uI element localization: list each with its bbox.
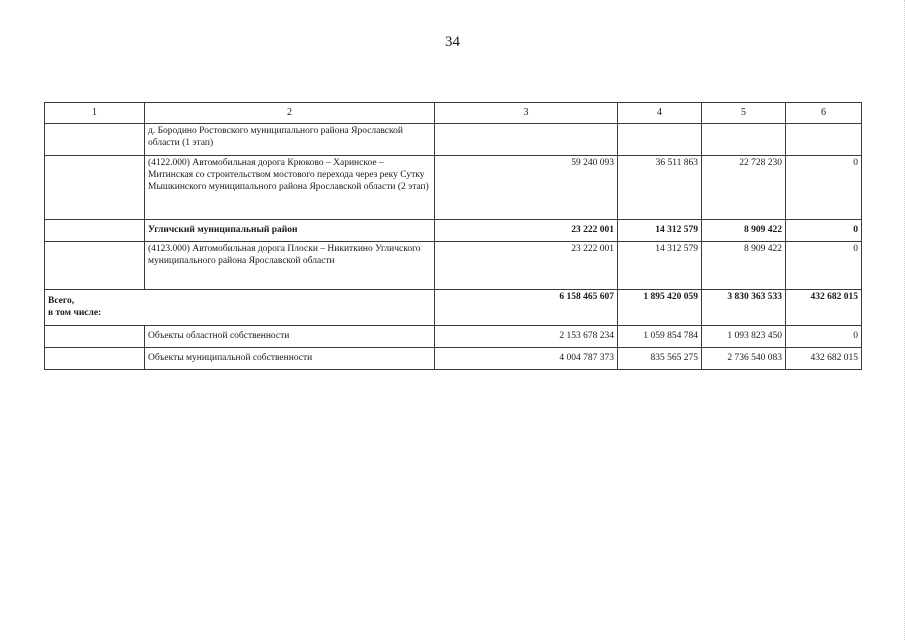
total-value-col6: 432 682 015: [786, 290, 862, 326]
row-value-col4: 1 059 854 784: [618, 326, 702, 348]
row-value-col4: [618, 124, 702, 156]
header-cell-4: 4: [618, 103, 702, 124]
header-cell-3: 3: [435, 103, 618, 124]
row-col1: [45, 242, 145, 290]
header-cell-5: 5: [702, 103, 786, 124]
row-col1: [45, 124, 145, 156]
row-value-col6: 432 682 015: [786, 348, 862, 370]
budget-table: [44, 102, 862, 370]
row-col1: [45, 326, 145, 348]
row-description: Объекты областной собственности: [145, 326, 435, 348]
table-row-total: [45, 290, 862, 326]
table-row: [45, 156, 862, 220]
table-row: [45, 348, 862, 370]
scan-edge-divider: [900, 0, 905, 640]
table-row: [45, 326, 862, 348]
row-value-col4: 36 511 863: [618, 156, 702, 220]
row-value-col3: [435, 124, 618, 156]
total-label-cell: [45, 290, 435, 326]
total-value-col3: 6 158 465 607: [435, 290, 618, 326]
total-label: Всего,: [48, 295, 75, 306]
row-value-col6: 0: [786, 242, 862, 290]
table-header-row: [45, 103, 862, 124]
row-col1: [45, 220, 145, 242]
row-value-col3: 59 240 093: [435, 156, 618, 220]
row-col1: [45, 348, 145, 370]
row-value-col5: 8 909 422: [702, 220, 786, 242]
row-value-col5: [702, 124, 786, 156]
header-cell-2: 2: [145, 103, 435, 124]
total-value-col5: 3 830 363 533: [702, 290, 786, 326]
row-description: Объекты муниципальной собственности: [145, 348, 435, 370]
row-value-col4: 835 565 275: [618, 348, 702, 370]
row-value-col5: 2 736 540 083: [702, 348, 786, 370]
row-value-col6: 0: [786, 220, 862, 242]
row-value-col4: 14 312 579: [618, 220, 702, 242]
row-value-col6: 0: [786, 156, 862, 220]
total-sublabel: в том числе:: [48, 307, 102, 318]
table-row: [45, 242, 862, 290]
header-cell-6: 6: [786, 103, 862, 124]
district-title: Угличский муниципальный район: [145, 220, 435, 242]
row-description: (4123.000) Автомобильная дорога Плоски – Никиткино Угличского муниципального района Ярославской области: [145, 242, 435, 290]
row-value-col5: 8 909 422: [702, 242, 786, 290]
header-cell-1: 1: [45, 103, 145, 124]
row-value-col4: 14 312 579: [618, 242, 702, 290]
row-description: д. Бородино Ростовского муниципального района Ярославской области (1 этап): [145, 124, 435, 156]
row-col1: [45, 156, 145, 220]
table-row: [45, 124, 862, 156]
table-row-subtotal: [45, 220, 862, 242]
row-value-col3: 4 004 787 373: [435, 348, 618, 370]
row-description: (4122.000) Автомобильная дорога Крюково – Харинское – Митинская со строительством мостового перехода через реку Сутку Мышкинского муниципального района Ярославской области (2 этап): [145, 156, 435, 220]
row-value-col5: 22 728 230: [702, 156, 786, 220]
row-value-col3: 23 222 001: [435, 242, 618, 290]
row-value-col3: 2 153 678 234: [435, 326, 618, 348]
row-value-col6: [786, 124, 862, 156]
total-value-col4: 1 895 420 059: [618, 290, 702, 326]
row-value-col3: 23 222 001: [435, 220, 618, 242]
row-value-col6: 0: [786, 326, 862, 348]
row-value-col5: 1 093 823 450: [702, 326, 786, 348]
page-number: 34: [445, 34, 460, 50]
